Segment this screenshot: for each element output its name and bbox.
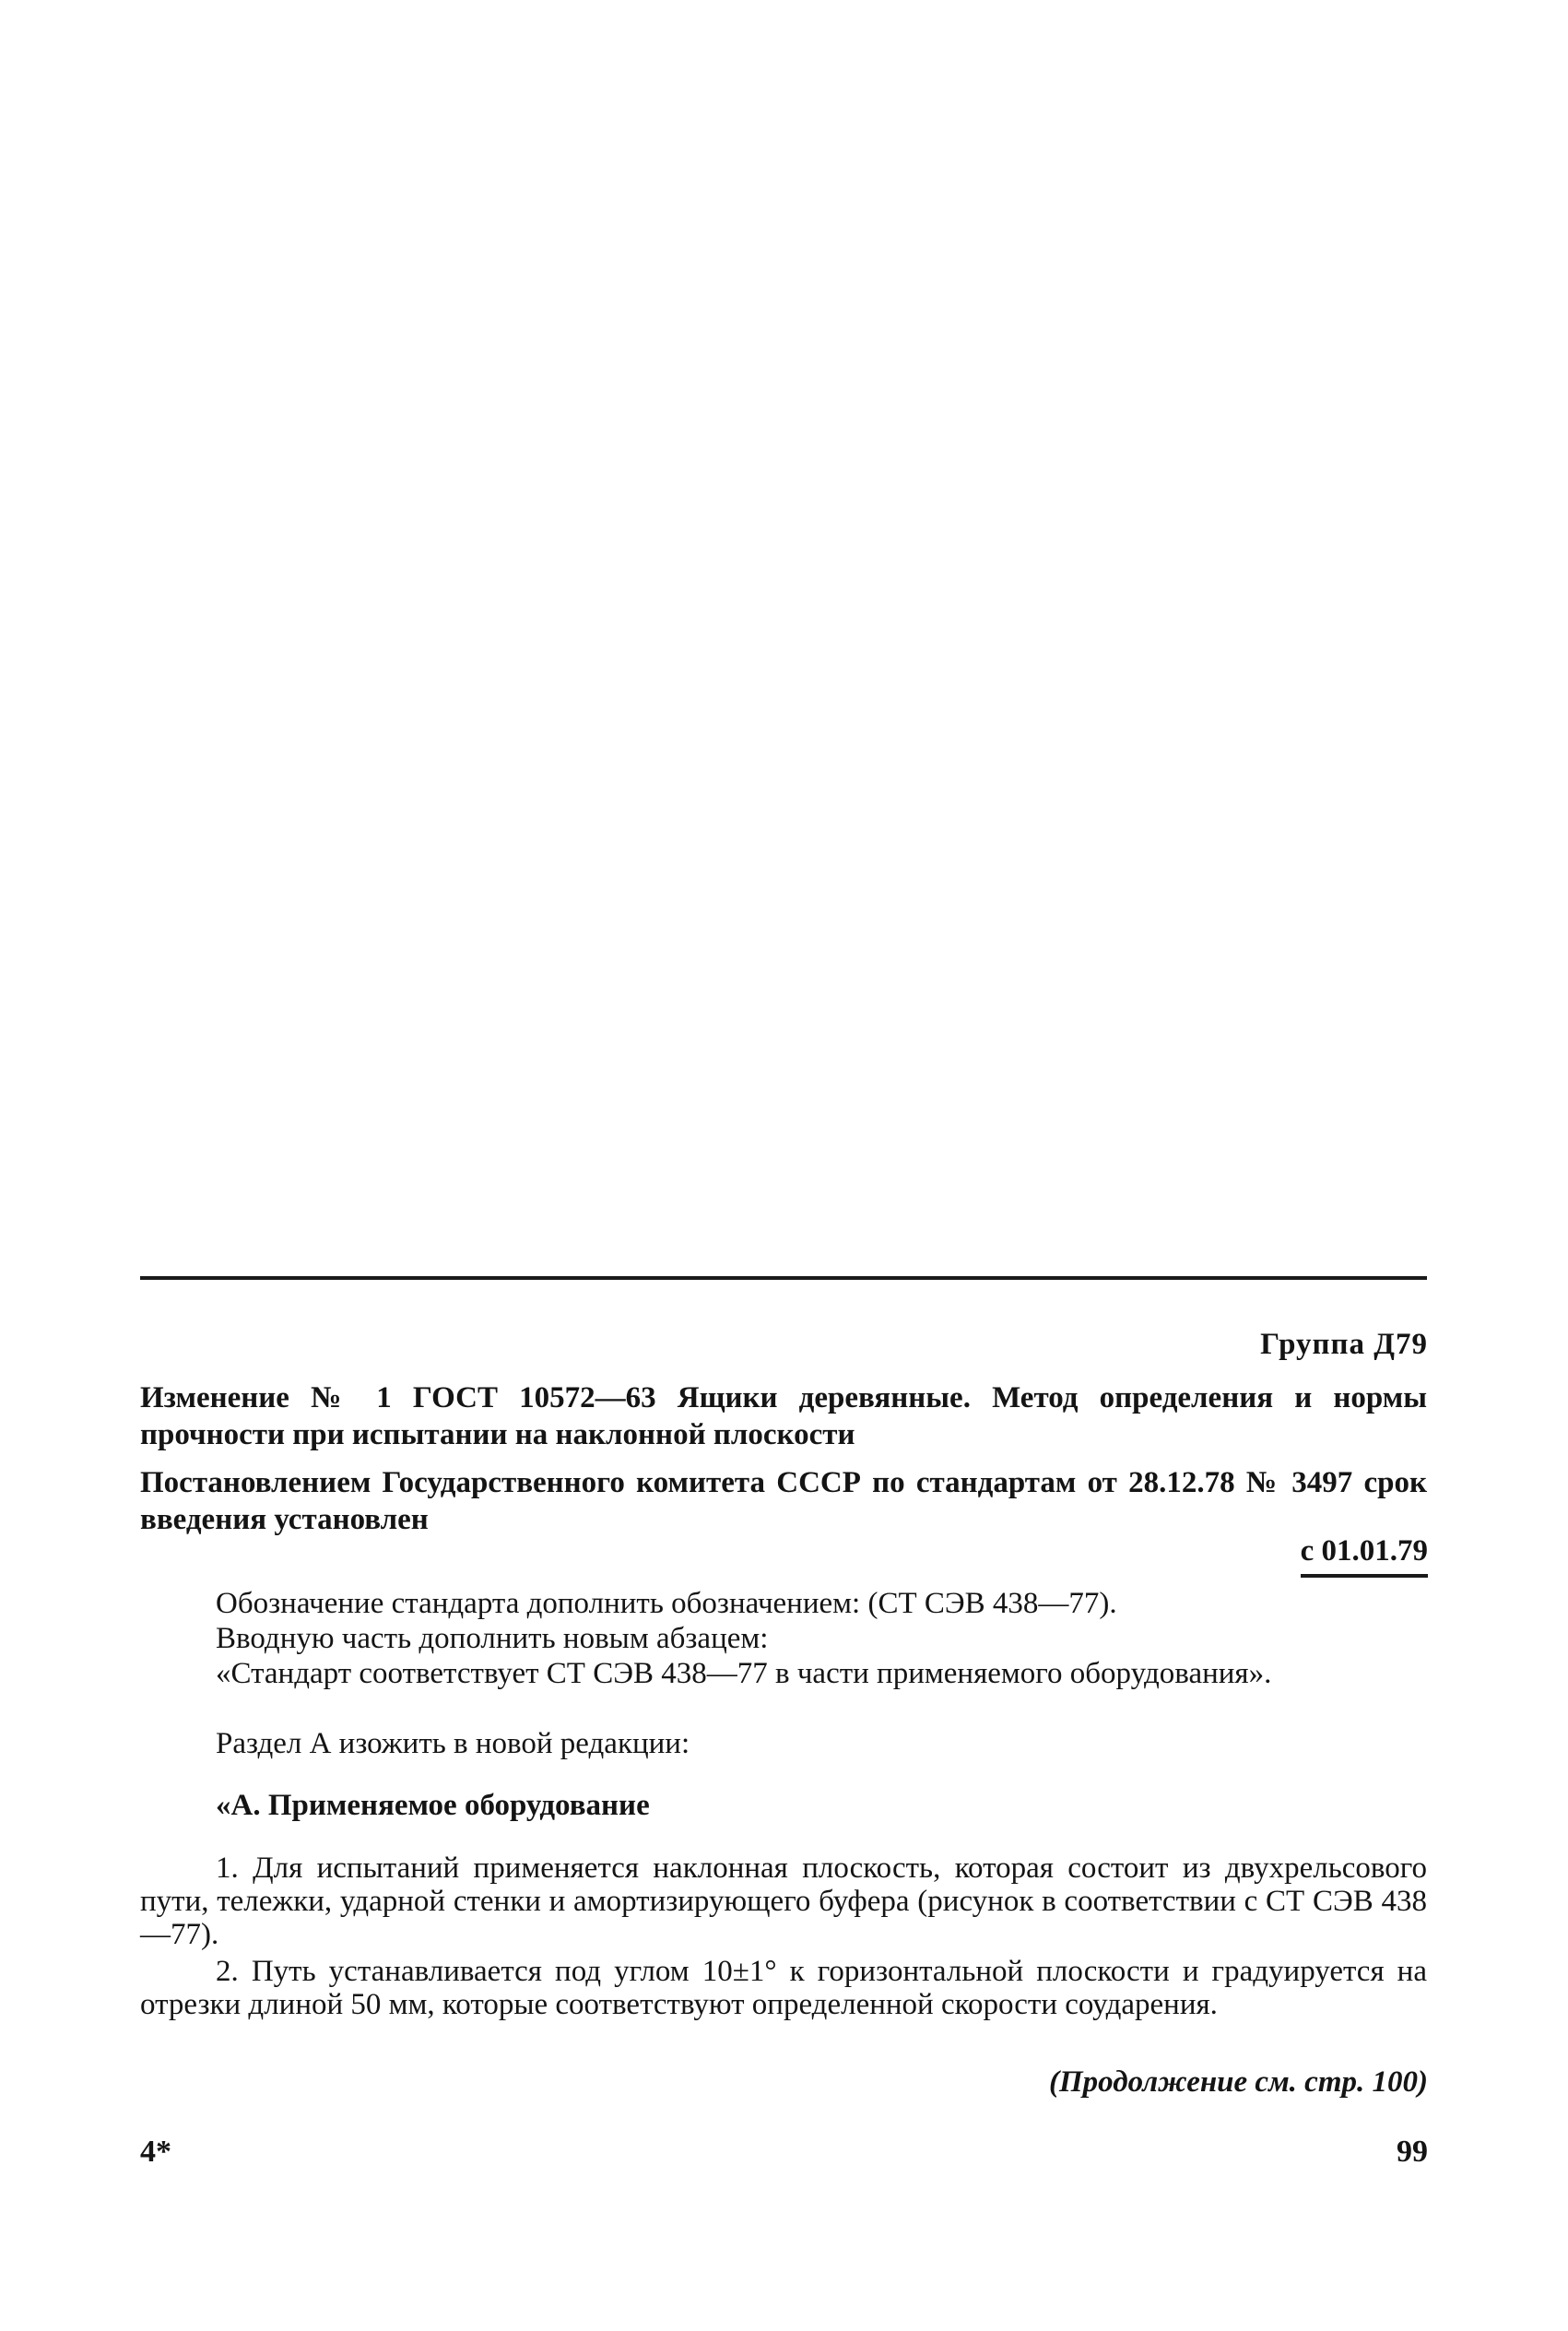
paragraph-designation: Обозначение стандарта дополнить обозначением: (СТ СЭВ 438—77). xyxy=(216,1587,1117,1620)
paragraph-intro: Вводную часть дополнить новым абзацем: xyxy=(216,1622,769,1655)
decree-text: Постановлением Государственного комитета СССР по стандартам от 28.12.78 № 3497 срок введения установлен xyxy=(140,1466,1427,1536)
section-heading: «А. Применяемое оборудование xyxy=(216,1789,650,1822)
header-rule xyxy=(140,1276,1427,1280)
paragraph-section: Раздел А изожить в новой редакции: xyxy=(216,1727,690,1760)
group-code: Группа Д79 xyxy=(1260,1328,1428,1361)
item-1: 1. Для испытаний применяется наклонная плоскость, которая состоит из двухрельсового пути, тележки, ударной стенки и амортизирующего буфера (рисунок в соответствии с СТ СЭВ 438—77). xyxy=(140,1852,1427,1951)
change-title: Изменение № 1 ГОСТ 10572—63 Ящики деревянные. Метод определения и нормы прочности при испытании на наклонной плоскости xyxy=(140,1381,1427,1451)
page-number: 99 xyxy=(1397,2135,1428,2169)
signature-mark: 4* xyxy=(140,2135,171,2169)
continued-note: (Продолжение см. стр. 100) xyxy=(1049,2065,1428,2099)
paragraph-quote: «Стандарт соответствует СТ СЭВ 438—77 в части применяемого оборудования». xyxy=(216,1657,1272,1690)
effective-date: с 01.01.79 xyxy=(1301,1534,1428,1578)
item-2: 2. Путь устанавливается под углом 10±1° к горизонтальной плоскости и градуируется на отрезки длиной 50 мм, которые соответствуют определенной скорости соударения. xyxy=(140,1955,1427,2021)
